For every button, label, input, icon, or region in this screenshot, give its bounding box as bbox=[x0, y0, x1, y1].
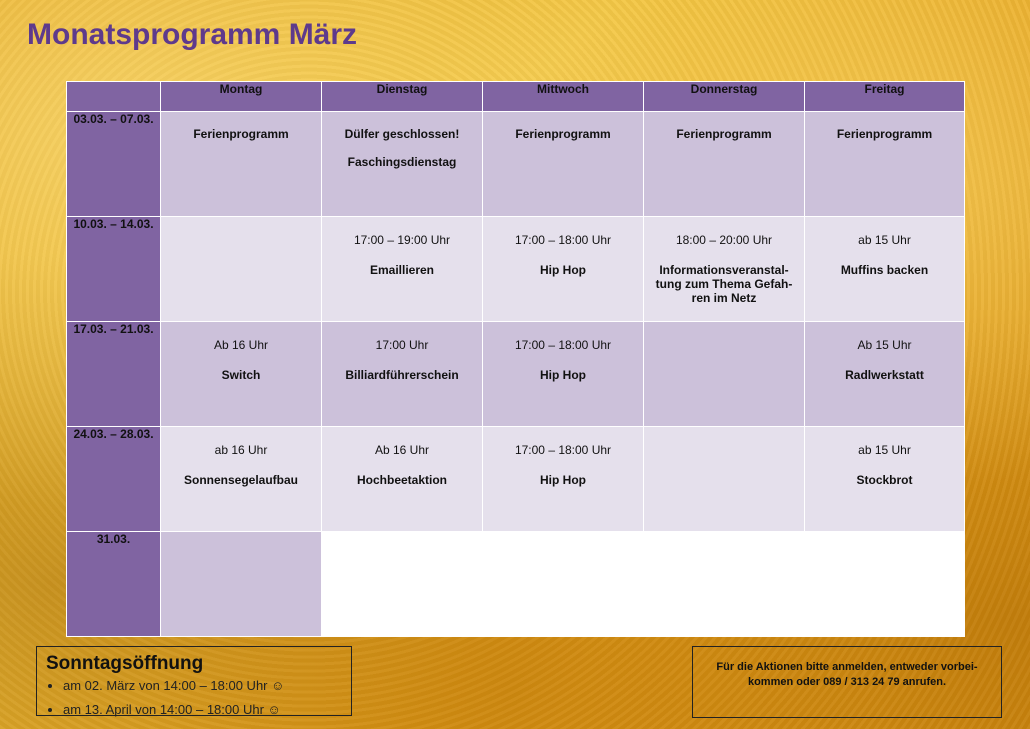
week-label: 17.03. – 21.03. bbox=[67, 322, 161, 427]
time-text: 18:00 – 20:00 Uhr bbox=[675, 233, 773, 247]
day-header-freitag: Freitag bbox=[805, 82, 965, 112]
time-text: ab 15 Uhr bbox=[858, 233, 911, 247]
schedule-cell bbox=[483, 112, 644, 217]
sunday-item: • am 13. April von 14:00 – 18:00 Uhr ☺ bbox=[63, 702, 351, 717]
activity-text: Hip Hop bbox=[540, 263, 586, 277]
schedule-cell bbox=[322, 427, 483, 532]
schedule-cell bbox=[805, 532, 965, 637]
schedule-cell bbox=[161, 217, 322, 322]
schedule-cell bbox=[644, 322, 805, 427]
schedule-cell bbox=[322, 112, 483, 217]
activity-text: Billiardführerschein bbox=[345, 368, 459, 382]
schedule-cell bbox=[644, 217, 805, 322]
registration-notice: Für die Aktionen bitte anmelden, entweder vorbei-kommen oder 089 / 313 24 79 anrufen. bbox=[692, 646, 1002, 718]
activity-text: Hochbeetaktion bbox=[356, 473, 447, 487]
page-title: Monatsprogramm März bbox=[27, 18, 358, 51]
schedule-cell bbox=[644, 532, 805, 637]
activity-text: Ferienprogramm bbox=[193, 127, 289, 141]
week-label: 03.03. – 07.03. bbox=[67, 112, 161, 217]
week-row bbox=[67, 427, 965, 532]
schedule-cell bbox=[805, 322, 965, 427]
activity-text: Ferienprogramm bbox=[515, 127, 611, 141]
sunday-item: • am 02. März von 14:00 – 18:00 Uhr ☺ bbox=[63, 678, 351, 693]
activity-text: Stockbrot bbox=[856, 473, 913, 487]
schedule-cell bbox=[483, 532, 644, 637]
activity-text: Faschingsdienstag bbox=[347, 155, 457, 169]
week-row bbox=[67, 112, 965, 217]
activity-text: Hip Hop bbox=[540, 473, 586, 487]
time-text: 17:00 – 18:00 Uhr bbox=[514, 338, 612, 352]
schedule-cell bbox=[161, 112, 322, 217]
day-header-dienstag: Dienstag bbox=[322, 82, 483, 112]
schedule-cell bbox=[161, 532, 322, 637]
schedule-cell bbox=[483, 322, 644, 427]
time-text: ab 16 Uhr bbox=[214, 443, 268, 457]
week-label: 31.03. bbox=[67, 532, 161, 637]
schedule-cell bbox=[322, 322, 483, 427]
activity-text: Informationsveranstal-tung zum Thema Gefah-ren im Netz bbox=[655, 263, 793, 305]
time-text: 17:00 – 18:00 Uhr bbox=[514, 443, 612, 457]
week-row bbox=[67, 532, 965, 637]
time-text: ab 15 Uhr bbox=[858, 443, 911, 457]
time-text: 17:00 Uhr bbox=[375, 338, 429, 352]
schedule-cell bbox=[161, 322, 322, 427]
schedule-cell bbox=[322, 532, 483, 637]
schedule-table bbox=[66, 81, 965, 637]
schedule-cell bbox=[644, 112, 805, 217]
day-header-montag: Montag bbox=[161, 82, 322, 112]
week-label: 24.03. – 28.03. bbox=[67, 427, 161, 532]
corner-cell bbox=[67, 82, 161, 112]
header-row bbox=[67, 82, 965, 112]
activity-text: Radlwerkstatt bbox=[845, 368, 924, 382]
activity-text: Ferienprogramm bbox=[676, 127, 772, 141]
time-text: Ab 16 Uhr bbox=[213, 338, 269, 352]
schedule-cell bbox=[644, 427, 805, 532]
day-header-mittwoch: Mittwoch bbox=[483, 82, 644, 112]
sunday-opening-box bbox=[36, 646, 352, 716]
activity-text: Dülfer geschlossen! bbox=[344, 127, 460, 141]
time-text: 17:00 – 18:00 Uhr bbox=[514, 233, 612, 247]
activity-text: Sonnensegelaufbau bbox=[183, 473, 299, 487]
activity-text: Emaillieren bbox=[369, 263, 435, 277]
activity-text: Hip Hop bbox=[540, 368, 586, 382]
schedule-cell bbox=[483, 217, 644, 322]
week-label: 10.03. – 14.03. bbox=[67, 217, 161, 322]
week-row bbox=[67, 217, 965, 322]
day-header-donnerstag: Donnerstag bbox=[644, 82, 805, 112]
schedule-cell bbox=[322, 217, 483, 322]
schedule-cell bbox=[161, 427, 322, 532]
schedule-cell bbox=[805, 217, 965, 322]
activity-text: Muffins backen bbox=[840, 263, 929, 277]
schedule-cell bbox=[805, 112, 965, 217]
time-text: 17:00 – 19:00 Uhr bbox=[353, 233, 451, 247]
time-text: Ab 16 Uhr bbox=[374, 443, 430, 457]
sunday-heading: Sonntagsöffnung bbox=[46, 653, 204, 674]
activity-text: Ferienprogramm bbox=[836, 127, 933, 141]
schedule-cell bbox=[805, 427, 965, 532]
activity-text: Switch bbox=[221, 368, 261, 382]
week-row bbox=[67, 322, 965, 427]
schedule-cell bbox=[483, 427, 644, 532]
sunday-list bbox=[37, 678, 351, 717]
time-text: Ab 15 Uhr bbox=[857, 338, 912, 352]
